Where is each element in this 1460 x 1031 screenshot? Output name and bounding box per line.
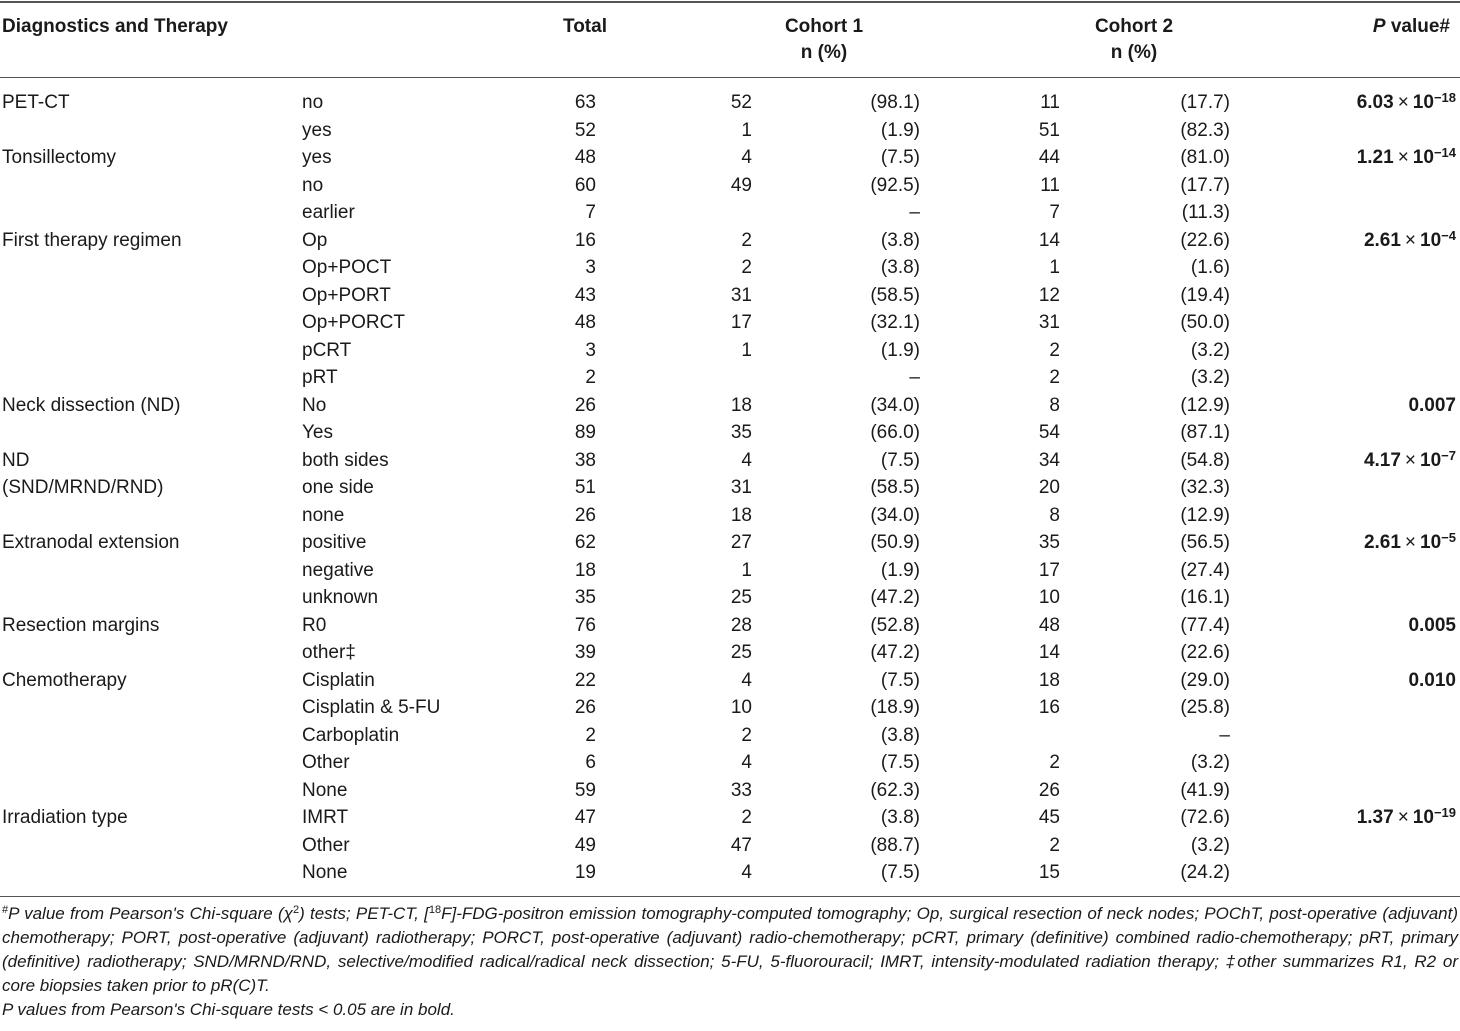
- row-cohort2-n: 8: [1049, 504, 1060, 526]
- row-cohort1-n: 2: [741, 257, 752, 278]
- row-cohort1-n: 25: [730, 642, 752, 663]
- row-cohort2-n: 11: [1040, 174, 1060, 196]
- row-total: 62: [574, 532, 596, 553]
- table-row: [0, 117, 1460, 145]
- pvalue-base-ten: 10: [1420, 532, 1442, 553]
- row-total: 6: [585, 752, 596, 773]
- row-total: 26: [574, 504, 596, 526]
- row-cohort2-n: 15: [1038, 862, 1060, 883]
- row-subgroup: unknown: [302, 587, 379, 608]
- row-total: 52: [574, 119, 596, 141]
- table-row: [0, 529, 1460, 557]
- row-cohort1-pct: (3.8): [880, 807, 920, 828]
- row-cohort1-pct: (7.5): [880, 449, 920, 471]
- row-category: PET-CT: [2, 92, 70, 113]
- row-cohort1-pct: (47.2): [870, 642, 920, 663]
- table-row: [0, 282, 1460, 310]
- row-subgroup: none: [302, 504, 345, 526]
- table-row: [0, 639, 1460, 667]
- row-cohort1-pct: (7.5): [880, 752, 920, 773]
- row-total: 3: [585, 257, 596, 278]
- row-subgroup: None: [302, 862, 348, 883]
- table-row: [0, 502, 1460, 530]
- table-row: [0, 447, 1460, 475]
- row-cohort1-pct: (92.5): [870, 174, 920, 196]
- row-cohort2-pct: (29.0): [1180, 669, 1230, 691]
- row-cohort1-n: 17: [730, 312, 752, 333]
- row-cohort2-pct: (17.7): [1180, 92, 1230, 113]
- table-row: [0, 804, 1460, 832]
- row-pvalue: [1240, 144, 1456, 172]
- row-total: 76: [574, 614, 596, 636]
- row-cohort2-n: 7: [1049, 202, 1060, 223]
- header-cohort1-sub: n (%): [800, 42, 848, 63]
- row-cohort1-pct: (3.8): [880, 257, 920, 278]
- footnote-chi-square-exp: 2: [292, 904, 300, 916]
- footnote-text-c: F]-FDG-positron emission tomography-computed tomography; Op, surgical resection of neck nodes; POChT, post-operative (adjuvant) chemotherapy; PORT, post-operative (adjuvant) radiotherapy; PORCT, post-operative (adjuvant) radio-chemotherapy; pCRT, primary (definitive) combined radio-chemotherapy; pRT, primary (definitive) radiotherapy; SND/MRND/RND, selective/modified radical/radical neck dissection; 5-FU, 5-fluorouracil; IMRT, intensity-modulated radiation therapy; ‡other summarizes R1, R2 or core biopsies taken prior to pR(C)T.: [2, 904, 1459, 995]
- row-subgroup: Op+POCT: [302, 257, 392, 278]
- table-row: [0, 364, 1460, 392]
- row-cohort1-pct: (52.8): [870, 614, 920, 636]
- row-cohort2-pct: (22.6): [1180, 642, 1230, 663]
- row-category: (SND/MRND/RND): [2, 477, 164, 498]
- row-cohort2-n: 45: [1038, 807, 1060, 828]
- row-pvalue: 0.010: [1408, 669, 1456, 691]
- table-row: [0, 172, 1460, 200]
- row-subgroup: positive: [302, 532, 367, 553]
- row-subgroup: pCRT: [302, 339, 352, 361]
- row-total: 49: [574, 834, 596, 856]
- table-row: [0, 694, 1460, 722]
- row-cohort2-pct: (87.1): [1180, 422, 1230, 443]
- table-row: [0, 584, 1460, 612]
- row-total: 38: [574, 449, 596, 471]
- pvalue-mantissa: 4.17: [1363, 449, 1401, 471]
- row-cohort2-n: 2: [1049, 339, 1060, 361]
- row-cohort2-pct: (17.7): [1180, 174, 1230, 196]
- row-total: 43: [574, 284, 596, 306]
- row-cohort1-n: 18: [730, 394, 752, 416]
- table-header-rule: [0, 77, 1460, 78]
- row-cohort1-pct: (58.5): [870, 477, 920, 498]
- row-cohort1-n: 4: [741, 449, 752, 471]
- row-cohort2-n: 12: [1038, 284, 1060, 306]
- row-total: 2: [585, 724, 596, 746]
- row-cohort2-n: 17: [1038, 559, 1060, 581]
- times-sign: ×: [1404, 532, 1417, 553]
- row-cohort2-n: 2: [1049, 367, 1060, 388]
- row-total: 60: [574, 174, 596, 196]
- table-row: [0, 144, 1460, 172]
- row-cohort1-n: 2: [741, 229, 752, 251]
- row-cohort2-pct: (19.4): [1180, 284, 1230, 306]
- times-sign: ×: [1397, 147, 1409, 168]
- row-subgroup: both sides: [302, 449, 389, 471]
- row-cohort2-pct: (12.9): [1180, 394, 1230, 416]
- row-cohort1-pct: (3.8): [880, 229, 920, 251]
- row-category: Chemotherapy: [2, 669, 127, 691]
- row-cohort1-n: 4: [741, 862, 752, 883]
- row-cohort2-pct: (3.2): [1190, 834, 1230, 856]
- row-subgroup: Cisplatin & 5-FU: [302, 697, 441, 718]
- row-cohort1-pct: (7.5): [880, 669, 920, 691]
- row-cohort2-pct: (22.6): [1180, 229, 1230, 251]
- row-subgroup: yes: [302, 147, 332, 168]
- pvalue-mantissa: 6.03: [1356, 92, 1394, 113]
- table-row: [0, 722, 1460, 750]
- row-pvalue: [1240, 227, 1456, 255]
- row-total: 3: [585, 339, 596, 361]
- pvalue-base-ten: 10: [1412, 807, 1434, 828]
- row-category: ND: [2, 449, 30, 471]
- footnote-text-b: ) tests; PET-CT, [: [299, 904, 429, 923]
- row-cohort2-n: 54: [1038, 422, 1060, 443]
- pvalue-mantissa: 2.61: [1363, 532, 1401, 553]
- row-pvalue: [1240, 447, 1456, 475]
- row-cohort1-pct: (50.9): [870, 532, 920, 553]
- row-cohort1-n: 28: [730, 614, 752, 636]
- row-cohort2-pct: (72.6): [1180, 807, 1230, 828]
- row-total: 48: [574, 147, 596, 168]
- row-cohort1-n: 47: [730, 834, 752, 856]
- row-cohort2-pct: (11.3): [1181, 202, 1230, 223]
- row-total: 59: [574, 779, 596, 801]
- row-cohort2-n: 16: [1038, 697, 1060, 718]
- row-cohort2-pct: (50.0): [1180, 312, 1230, 333]
- row-pvalue: [1240, 529, 1456, 557]
- row-total: 51: [574, 477, 596, 498]
- row-total: 89: [574, 422, 596, 443]
- table-row: [0, 859, 1460, 887]
- row-cohort2-n: 48: [1038, 614, 1060, 636]
- row-cohort2-pct: (56.5): [1180, 532, 1230, 553]
- row-cohort1-n: 1: [741, 559, 752, 581]
- row-cohort1-n: 33: [730, 779, 752, 801]
- row-cohort2-pct: (3.2): [1190, 339, 1230, 361]
- row-subgroup: Op+PORCT: [302, 312, 405, 333]
- row-cohort2-n: 14: [1038, 229, 1060, 251]
- row-total: 26: [574, 394, 596, 416]
- row-subgroup: Other: [302, 834, 350, 856]
- row-cohort1-pct: (34.0): [870, 504, 920, 526]
- row-total: 22: [574, 669, 596, 691]
- footnote-text-a: P value from Pearson's Chi-square (χ: [8, 904, 293, 923]
- row-cohort2-pct: (32.3): [1180, 477, 1230, 498]
- row-total: 19: [574, 862, 596, 883]
- row-cohort1-pct: (1.9): [880, 559, 920, 581]
- row-subgroup: Op: [302, 229, 328, 251]
- row-cohort1-pct: (7.5): [880, 147, 920, 168]
- times-sign: ×: [1404, 449, 1417, 471]
- row-category: Extranodal extension: [2, 532, 180, 553]
- row-subgroup: no: [302, 174, 324, 196]
- row-cohort1-n: 4: [741, 752, 752, 773]
- table-row: [0, 557, 1460, 585]
- row-cohort1-pct: (62.3): [870, 779, 920, 801]
- table-top-rule: [0, 1, 1460, 3]
- row-subgroup: Cisplatin: [302, 669, 375, 691]
- row-cohort2-n: 10: [1038, 587, 1060, 608]
- pvalue-mantissa: 1.21: [1356, 147, 1394, 168]
- header-cohort2-title: Cohort 2: [1094, 16, 1174, 37]
- row-cohort1-n: 4: [741, 147, 752, 168]
- times-sign: ×: [1397, 92, 1409, 113]
- footnote-abbreviations: [2, 902, 1458, 998]
- table-bottom-rule: [0, 896, 1460, 897]
- footnote-isotope: 18: [428, 904, 442, 916]
- row-cohort2-pct: (41.9): [1180, 779, 1230, 801]
- row-pvalue: 0.005: [1408, 614, 1456, 636]
- row-total: 18: [574, 559, 596, 581]
- row-cohort1-pct: (1.9): [880, 339, 920, 361]
- row-subgroup: no: [302, 92, 324, 113]
- times-sign: ×: [1397, 807, 1409, 828]
- header-cohort1-title: Cohort 1: [784, 16, 864, 37]
- header-cohort1: [764, 14, 884, 66]
- header-pvalue: [1300, 14, 1450, 40]
- table-row: [0, 832, 1460, 860]
- table-row: [0, 337, 1460, 365]
- row-cohort2-n: 31: [1038, 312, 1060, 333]
- row-cohort1-n: 31: [730, 284, 752, 306]
- row-cohort1-n: 10: [730, 697, 752, 718]
- table-row: [0, 199, 1460, 227]
- row-cohort1-n: 35: [730, 422, 752, 443]
- table-row: [0, 612, 1460, 640]
- row-total: 47: [574, 807, 596, 828]
- pvalue-exponent: −19: [1433, 805, 1456, 820]
- row-category: Irradiation type: [2, 807, 128, 828]
- row-cohort2-n: 2: [1049, 752, 1060, 773]
- table-row: [0, 227, 1460, 255]
- row-cohort2-pct: (24.2): [1180, 862, 1230, 883]
- pvalue-base-ten: 10: [1412, 92, 1434, 113]
- row-cohort1-n: 49: [730, 174, 752, 196]
- table-row: [0, 89, 1460, 117]
- row-cohort1-n: 2: [741, 724, 752, 746]
- header-diagnostics: Diagnostics and Therapy: [2, 16, 228, 37]
- row-cohort1-n: 52: [730, 92, 752, 113]
- row-subgroup: IMRT: [302, 807, 349, 828]
- row-cohort2-n: 35: [1038, 532, 1060, 553]
- row-cohort2-pct: (81.0): [1180, 147, 1230, 168]
- row-cohort2-pct: –: [1219, 724, 1230, 746]
- row-cohort1-pct: (58.5): [870, 284, 920, 306]
- row-cohort2-pct: (3.2): [1190, 752, 1230, 773]
- row-cohort1-pct: (47.2): [870, 587, 920, 608]
- header-pvalue-p: P: [1372, 16, 1386, 37]
- table-row: [0, 419, 1460, 447]
- row-subgroup: R0: [302, 614, 327, 636]
- pvalue-exponent: −5: [1441, 530, 1456, 545]
- header-pvalue-rest: value#: [1385, 16, 1450, 37]
- row-cohort1-pct: (3.8): [880, 724, 920, 746]
- footnote-mark: #: [2, 904, 9, 916]
- table-row: [0, 667, 1460, 695]
- row-cohort2-n: 34: [1038, 449, 1060, 471]
- row-cohort2-n: 51: [1038, 119, 1060, 141]
- row-category: First therapy regimen: [2, 229, 182, 251]
- row-cohort1-pct: (1.9): [880, 119, 920, 141]
- row-cohort1-pct: (32.1): [870, 312, 920, 333]
- row-total: 39: [574, 642, 596, 663]
- row-cohort1-pct: (34.0): [870, 394, 920, 416]
- row-cohort2-n: 20: [1038, 477, 1060, 498]
- row-cohort1-n: 1: [741, 339, 752, 361]
- row-subgroup: yes: [302, 119, 332, 141]
- row-cohort2-pct: (3.2): [1190, 367, 1230, 388]
- row-total: 48: [574, 312, 596, 333]
- row-cohort2-n: 2: [1049, 834, 1060, 856]
- row-subgroup: Carboplatin: [302, 724, 400, 746]
- row-cohort1-n: 18: [730, 504, 752, 526]
- row-category: Neck dissection (ND): [2, 394, 181, 416]
- row-subgroup: other‡: [302, 642, 356, 663]
- table-row: [0, 309, 1460, 337]
- row-cohort2-n: 18: [1038, 669, 1060, 691]
- row-total: 26: [574, 697, 596, 718]
- row-cohort2-pct: (27.4): [1180, 559, 1230, 581]
- row-cohort1-pct: (88.7): [870, 834, 920, 856]
- row-cohort1-pct: (66.0): [870, 422, 920, 443]
- row-subgroup: Op+PORT: [302, 284, 391, 306]
- row-cohort1-n: 4: [741, 669, 752, 691]
- row-pvalue: 0.007: [1408, 394, 1456, 416]
- row-pvalue: [1240, 89, 1456, 117]
- row-cohort1-n: 2: [741, 807, 752, 828]
- header-total: Total: [563, 16, 607, 37]
- row-cohort2-n: 1: [1049, 257, 1060, 278]
- row-pvalue: [1240, 804, 1456, 832]
- row-cohort2-pct: (1.6): [1190, 257, 1230, 278]
- row-total: 16: [574, 229, 596, 251]
- row-cohort2-n: 26: [1038, 779, 1060, 801]
- row-cohort2-pct: (12.9): [1180, 504, 1230, 526]
- row-subgroup: Yes: [302, 422, 333, 443]
- footnote-bold-note: P values from Pearson's Chi-square tests < 0.05 are in bold.: [2, 1000, 455, 1019]
- row-subgroup: pRT: [302, 367, 338, 388]
- row-cohort1-n: 1: [741, 119, 752, 141]
- row-cohort2-pct: (25.8): [1180, 697, 1230, 718]
- row-cohort1-n: 25: [730, 587, 752, 608]
- pvalue-exponent: −4: [1441, 227, 1456, 243]
- pvalue-exponent: −14: [1433, 145, 1456, 160]
- pvalue-mantissa: 2.61: [1363, 229, 1401, 251]
- row-total: 63: [574, 92, 596, 113]
- row-cohort2-n: 44: [1038, 147, 1060, 168]
- table-body: [0, 89, 1460, 887]
- row-cohort2-pct: (82.3): [1180, 119, 1230, 141]
- header-cohort2-sub: n (%): [1110, 42, 1158, 63]
- row-subgroup: one side: [302, 477, 374, 498]
- row-total: 2: [585, 367, 596, 388]
- table-row: [0, 777, 1460, 805]
- row-cohort1-pct: (7.5): [880, 862, 920, 883]
- pvalue-mantissa: 1.37: [1356, 807, 1394, 828]
- row-subgroup: negative: [302, 559, 374, 581]
- row-cohort1-pct: (98.1): [870, 92, 920, 113]
- row-cohort2-n: 11: [1040, 92, 1060, 113]
- row-subgroup: Other: [302, 752, 350, 773]
- pvalue-base-ten: 10: [1412, 147, 1434, 168]
- pvalue-base-ten: 10: [1420, 449, 1442, 471]
- row-total: 7: [585, 202, 596, 223]
- header-cohort2: [1074, 14, 1194, 66]
- row-total: 35: [574, 587, 596, 608]
- row-subgroup: earlier: [302, 202, 355, 223]
- pvalue-exponent: −7: [1441, 447, 1456, 463]
- row-cohort2-pct: (77.4): [1180, 614, 1230, 636]
- row-cohort2-n: 8: [1049, 394, 1060, 416]
- row-cohort2-n: 14: [1038, 642, 1060, 663]
- row-cohort1-n: 27: [730, 532, 752, 553]
- row-subgroup: No: [302, 394, 327, 416]
- table-row: [0, 749, 1460, 777]
- row-cohort2-pct: (16.1): [1180, 587, 1230, 608]
- table-row: [0, 392, 1460, 420]
- row-category: Resection margins: [2, 614, 160, 636]
- row-cohort1-n: 31: [730, 477, 752, 498]
- times-sign: ×: [1404, 229, 1417, 251]
- row-cohort1-pct: (18.9): [870, 697, 920, 718]
- row-cohort1-pct: –: [909, 367, 920, 388]
- table-row: [0, 474, 1460, 502]
- row-cohort1-pct: –: [909, 202, 920, 223]
- row-subgroup: None: [302, 779, 348, 801]
- pvalue-base-ten: 10: [1420, 229, 1442, 251]
- row-category: Tonsillectomy: [2, 147, 117, 168]
- table-row: [0, 254, 1460, 282]
- pvalue-exponent: −18: [1433, 90, 1456, 105]
- row-cohort2-pct: (54.8): [1180, 449, 1230, 471]
- table-footnotes: [2, 902, 1458, 1022]
